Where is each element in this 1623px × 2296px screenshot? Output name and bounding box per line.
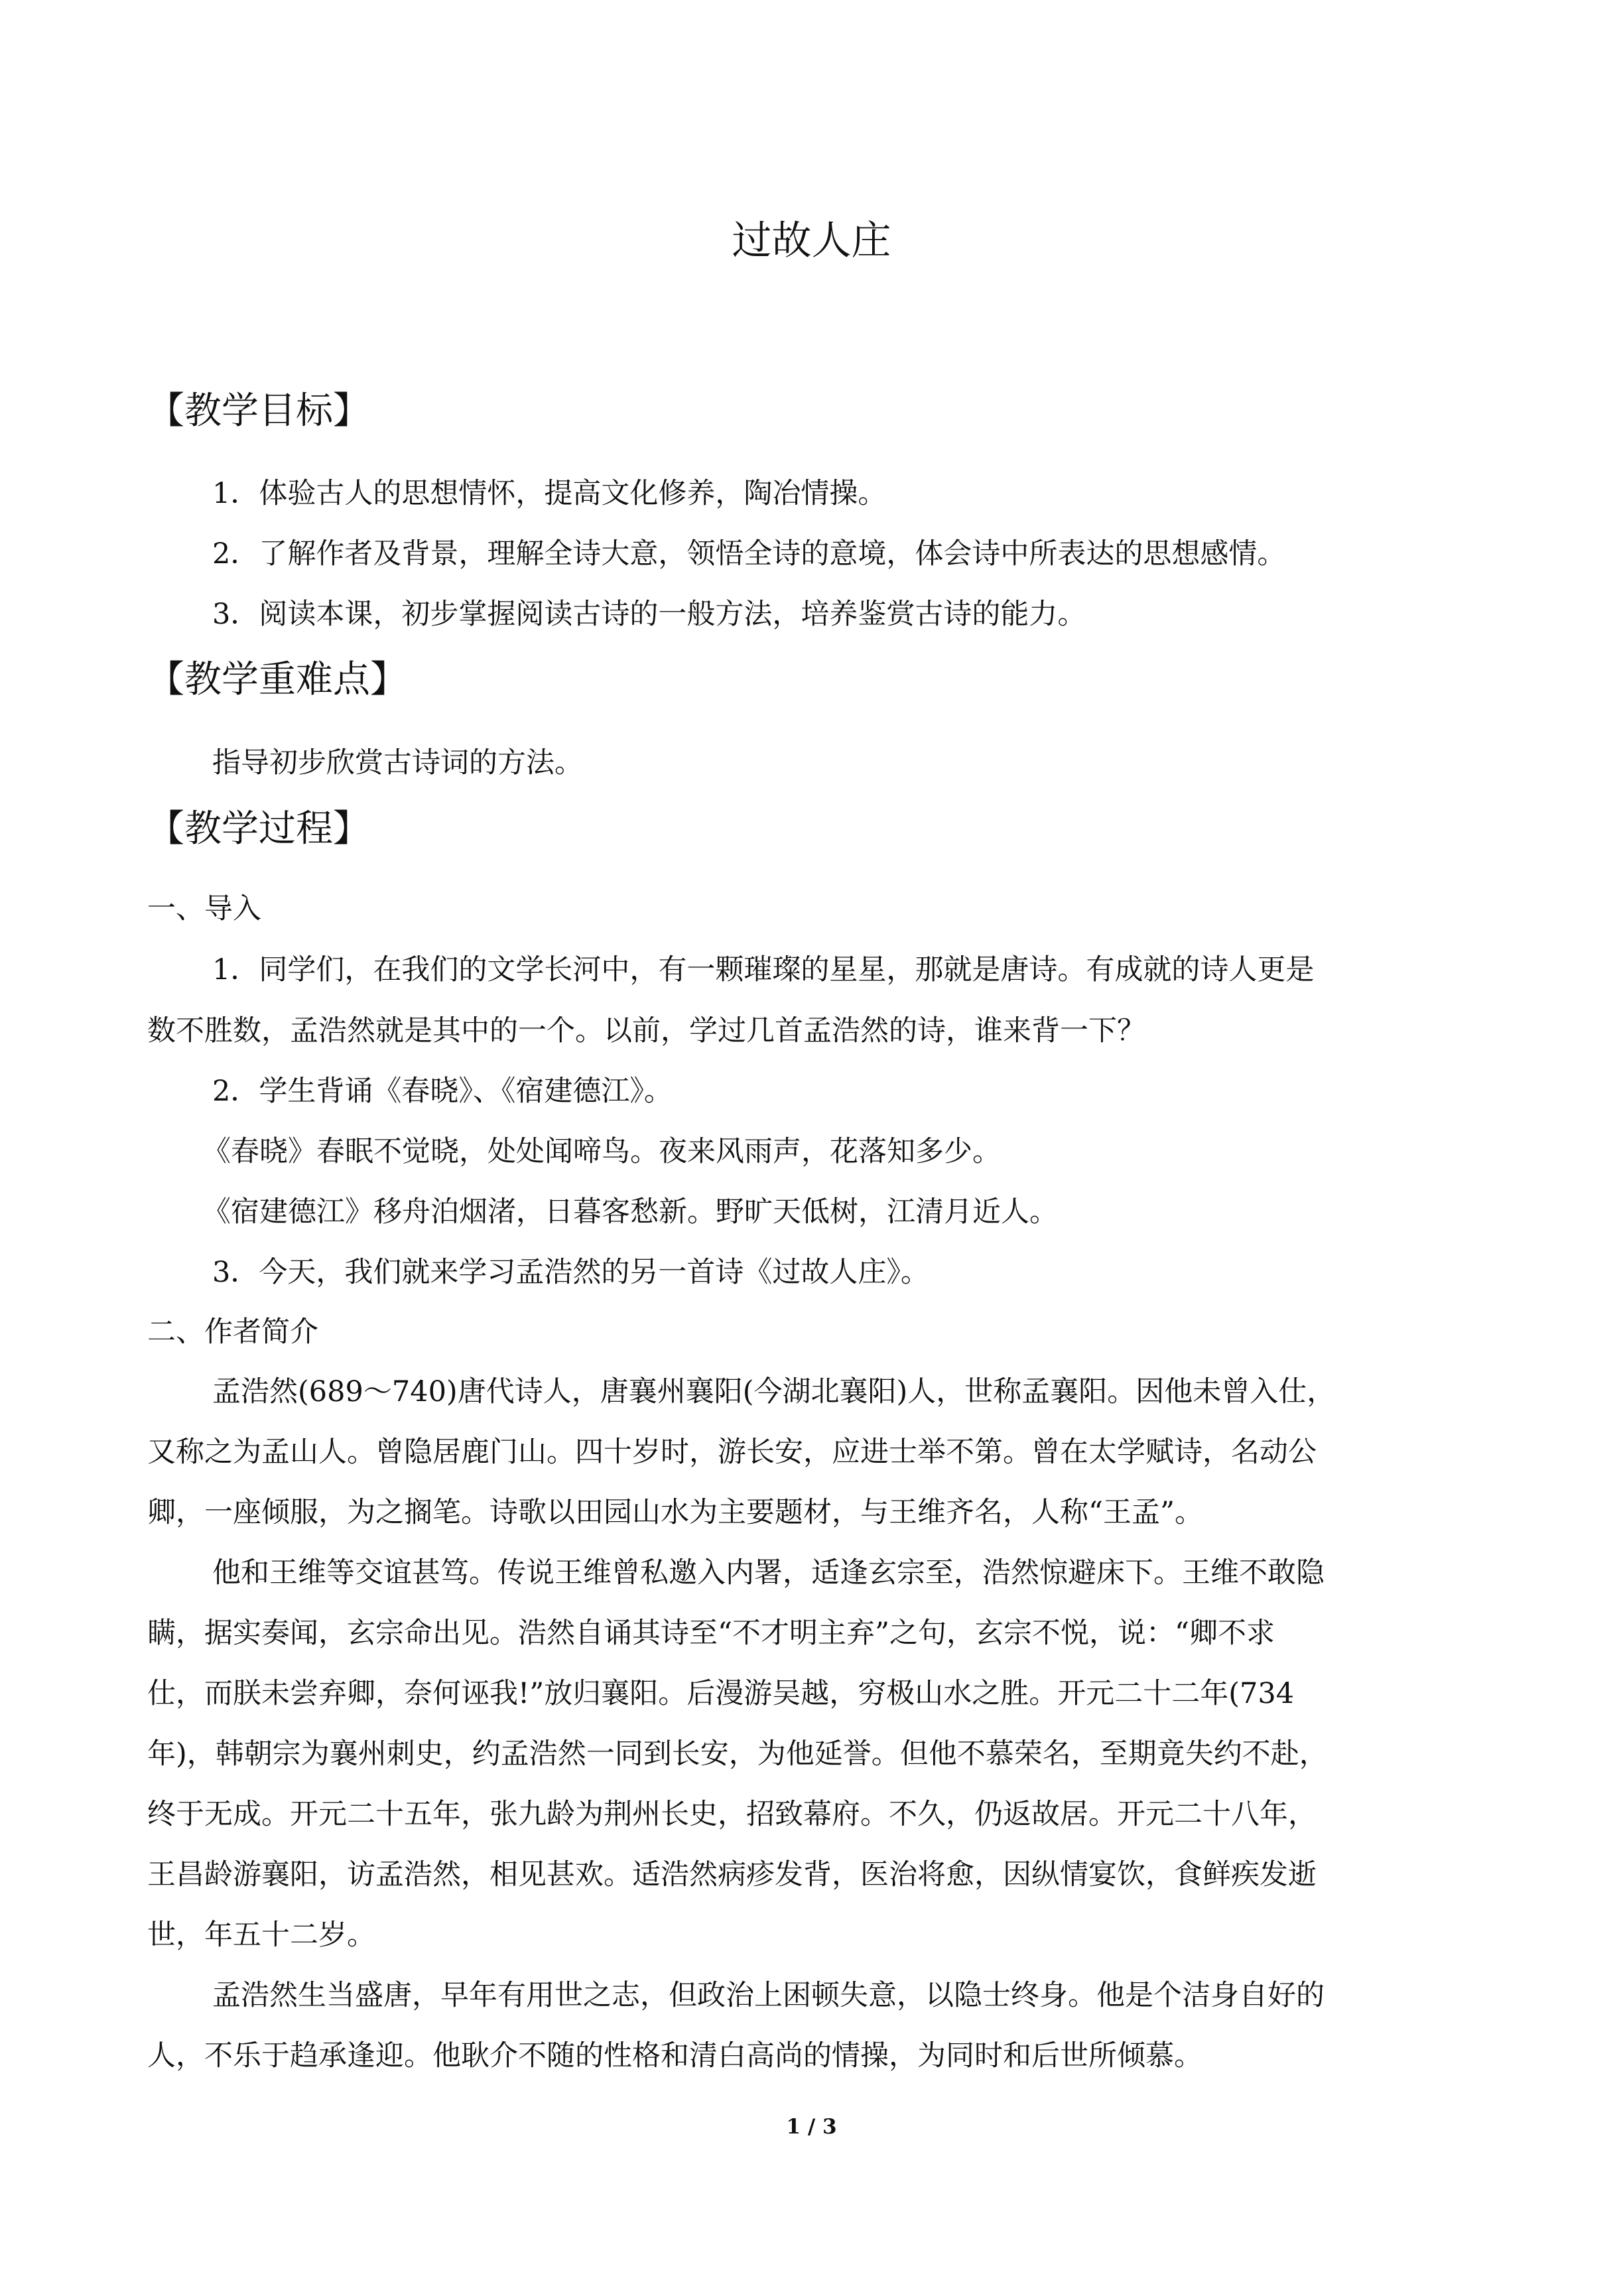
author-heading: 二、作者简介 (147, 1316, 318, 1349)
goal-item-3: 3．阅读本课，初步掌握阅读古诗的一般方法，培养鉴赏古诗的能力。 (212, 598, 1086, 631)
intro-heading: 一、导入 (147, 892, 261, 925)
author-para1-line2: 又称之为孟山人。曾隐居鹿门山。四十岁时，游长安，应进士举不第。曾在太学赋诗，名动公 (147, 1436, 1317, 1469)
intro-p1-line1: 1．同学们，在我们的文学长河中，有一颗璀璨的星星，那就是唐诗。有成就的诗人更是 (212, 953, 1315, 986)
intro-p2: 2．学生背诵《春晓》、《宿建德江》。 (212, 1075, 673, 1108)
author-para3-line2: 人，不乐于趋承逢迎。他耿介不随的性格和清白高尚的情操，为同时和后世所倾慕。 (147, 2039, 1202, 2072)
author-para1-line3: 卿，一座倾服，为之搁笔。诗歌以田园山水为主要题材，与王维齐名，人称“王孟”。 (147, 1496, 1203, 1529)
page-title: 过故人庄 (732, 218, 891, 264)
author-para2-line2: 瞒，据实奏闻，玄宗命出见。浩然自诵其诗至“不才明主弃”之句，玄宗不悦，说：“卿不求 (147, 1617, 1275, 1650)
author-para2-line5: 终于无成。开元二十五年，张九龄为荆州长史，招致幕府。不久，仍返故居。开元二十八年， (147, 1798, 1317, 1831)
poem-sujiandejiang: 《宿建德江》移舟泊烟渚，日暮客愁新。野旷天低树，江清月近人。 (202, 1195, 1058, 1229)
author-para2-line1: 他和王维等交谊甚笃。传说王维曾私邀入内署，适逢玄宗至，浩然惊避床下。王维不敢隐 (212, 1556, 1325, 1589)
goals-heading: 【教学目标】 (147, 389, 370, 433)
author-para2-line3: 仕，而朕未尝弃卿，奈何诬我!”放归襄阳。后漫游吴越，穷极山水之胜。开元二十二年(734 (147, 1677, 1295, 1710)
intro-p3: 3．今天，我们就来学习孟浩然的另一首诗《过故人庄》。 (212, 1256, 929, 1289)
process-heading: 【教学过程】 (147, 807, 370, 850)
goal-item-1: 1．体验古人的思想情怀，提高文化修养，陶冶情操。 (212, 477, 887, 510)
goal-item-2: 2．了解作者及背景，理解全诗大意，领悟全诗的意境，体会诗中所表达的思想感情。 (212, 537, 1286, 571)
page-number: 1 / 3 (786, 2115, 837, 2139)
intro-p1-line2: 数不胜数，孟浩然就是其中的一个。以前，学过几首孟浩然的诗，谁来背一下？ (147, 1014, 1145, 1047)
keypoints-text: 指导初步欣赏古诗词的方法。 (212, 746, 583, 779)
author-para2-line4: 年)，韩朝宗为襄州刺史，约孟浩然一同到长安，为他延誉。但他不慕荣名，至期竟失约不赴， (147, 1737, 1328, 1771)
author-para2-line6: 王昌龄游襄阳，访孟浩然，相见甚欢。适浩然病疹发背，医治将愈，因纵情宴饮，食鲜疾发逝 (147, 1858, 1317, 1891)
author-para1-line1: 孟浩然(689～740)唐代诗人，唐襄州襄阳(今湖北襄阳)人，世称孟襄阳。因他未曾入仕， (212, 1375, 1336, 1408)
author-para3-line1: 孟浩然生当盛唐，早年有用世之志，但政治上困顿失意，以隐士终身。他是个洁身自好的 (212, 1979, 1325, 2012)
keypoints-heading: 【教学重难点】 (147, 658, 407, 701)
author-para2-line7: 世，年五十二岁。 (147, 1919, 375, 1952)
poem-chunxiao: 《春晓》春眠不觉晓，处处闻啼鸟。夜来风雨声，花落知多少。 (202, 1135, 1001, 1168)
